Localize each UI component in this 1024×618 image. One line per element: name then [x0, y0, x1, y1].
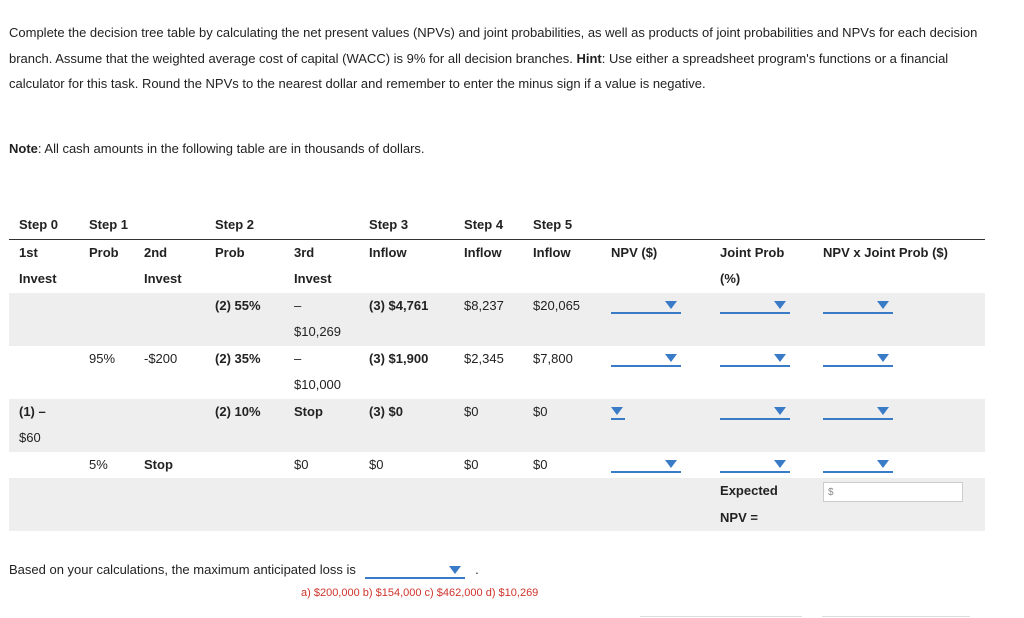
table-row: [9, 319, 985, 346]
answer-options: a) $200,000 b) $154,000 c) $462,000 d) $10,269: [301, 587, 539, 599]
instructions-part1: Complete the decision tree table by calculating the net present values (NPVs) and joint probabilities, as well as products of joint probabilities and NPVs for each decision branch. Assume that the weighted average cost of capital (WACC) is 9% for all decision branches.: [9, 25, 978, 66]
row1-prob2: (2) 55%: [205, 293, 284, 320]
chevron-down-icon: [774, 301, 786, 309]
header-pct: (%): [720, 271, 741, 286]
instructions-part2: : Use either a spreadsheet program's functions or a financial calculator for this task. Round the NPVs to the nearest dollar and remember to enter the minus sign if a value is negative.: [9, 50, 949, 92]
row2-prob2: (2) 35%: [215, 350, 261, 366]
header-step2: Step 2: [215, 217, 255, 232]
header-prob2: Prob: [215, 244, 245, 260]
table-row: [9, 425, 985, 452]
header-joint-prob: Joint Prob: [720, 244, 785, 260]
row1-inflow5: $20,065: [523, 293, 601, 320]
row2-inflow3: (3) $1,900: [369, 350, 429, 366]
row3-npv-dropdown[interactable]: [611, 406, 625, 420]
note-label: Note: [9, 141, 38, 156]
header-2nd: 2nd: [144, 244, 168, 260]
table-row: [9, 452, 985, 479]
header-inflow3: Inflow: [369, 244, 407, 260]
chevron-down-icon: [774, 407, 786, 415]
chevron-down-icon: [774, 460, 786, 468]
expected-npv-row-2: [9, 505, 985, 532]
header-inflow5: Inflow: [533, 244, 571, 260]
row3-joint-prob-dropdown[interactable]: [720, 406, 790, 420]
conclusion-end: .: [475, 562, 479, 577]
header-step3: Step 3: [369, 217, 409, 232]
header-npv-x-joint: NPV x Joint Prob ($): [823, 244, 948, 260]
row1-inflow3: (3) $4,761: [359, 293, 454, 320]
table-row: [9, 346, 985, 373]
row3-invest1-line2: $60: [9, 425, 79, 452]
decision-tree-table: [9, 212, 985, 531]
expected-label-line1: Expected: [710, 478, 813, 505]
row3-invest1-line1: (1) –: [9, 399, 79, 426]
row2-third-dash: –: [294, 350, 302, 366]
header-step5: Step 5: [533, 217, 573, 232]
note-text: : All cash amounts in the following table are in thousands of dollars.: [37, 141, 425, 156]
expected-label-line2: NPV =: [710, 505, 813, 532]
chevron-down-icon: [877, 354, 889, 362]
header-inflow4: Inflow: [464, 244, 502, 260]
row4-inflow3: $0: [369, 456, 384, 472]
instructions-paragraph: [9, 20, 999, 97]
divider: [640, 616, 802, 617]
row2-inflow5: $7,800: [533, 350, 573, 366]
header-invest3: Invest: [294, 271, 332, 286]
row1-joint-prob-dropdown[interactable]: [720, 300, 790, 314]
chevron-down-icon: [449, 566, 461, 574]
currency-symbol: $: [828, 486, 834, 498]
chevron-down-icon: [877, 301, 889, 309]
chevron-down-icon: [665, 460, 677, 468]
chevron-down-icon: [611, 407, 623, 415]
conclusion-sentence: [9, 562, 479, 579]
row4-joint-prob-dropdown[interactable]: [720, 459, 790, 473]
row4-inflow4: $0: [464, 456, 479, 472]
row4-prob1: 5%: [89, 456, 108, 472]
row4-third: $0: [294, 456, 309, 472]
row3-prob2: (2) 10%: [205, 399, 284, 426]
row1-npv-dropdown[interactable]: [611, 300, 681, 314]
row3-inflow3: (3) $0: [359, 399, 454, 426]
table-row: [9, 293, 985, 320]
row3-third: Stop: [284, 399, 359, 426]
row4-inflow5: $0: [533, 456, 548, 472]
header-1st: 1st: [19, 244, 38, 260]
chevron-down-icon: [877, 407, 889, 415]
row1-npv-x-joint-dropdown[interactable]: [823, 300, 893, 314]
chevron-down-icon: [665, 354, 677, 362]
header-row-labels: [9, 239, 985, 266]
expected-npv-input[interactable]: [823, 482, 963, 502]
max-loss-dropdown[interactable]: [365, 565, 465, 579]
row3-inflow5: $0: [523, 399, 601, 426]
header-step1: Step 1: [89, 217, 129, 232]
row2-inflow4: $2,345: [464, 350, 504, 366]
row1-inflow4: $8,237: [454, 293, 523, 320]
chevron-down-icon: [774, 354, 786, 362]
row2-joint-prob-dropdown[interactable]: [720, 353, 790, 367]
table-row: [9, 399, 985, 426]
row2-npv-x-joint-dropdown[interactable]: [823, 353, 893, 367]
header-row-steps: [9, 212, 985, 239]
row2-npv-dropdown[interactable]: [611, 353, 681, 367]
row2-third-amount: $10,000: [294, 377, 342, 392]
row4-invest2: Stop: [144, 456, 173, 472]
conclusion-text: Based on your calculations, the maximum anticipated loss is: [9, 562, 356, 577]
header-prob1: Prob: [89, 244, 119, 260]
chevron-down-icon: [877, 460, 889, 468]
header-3rd: 3rd: [294, 244, 315, 260]
divider: [822, 616, 970, 617]
header-step4: Step 4: [464, 217, 504, 232]
header-step0: Step 0: [19, 217, 59, 232]
header-invest2: Invest: [144, 271, 182, 286]
row1-third-amount: $10,269: [284, 319, 359, 346]
expected-npv-row: [9, 478, 985, 505]
row3-npv-x-joint-dropdown[interactable]: [823, 406, 893, 420]
header-row-sub: [9, 266, 985, 293]
header-invest1: Invest: [19, 271, 57, 286]
note-paragraph: [9, 136, 999, 162]
row3-inflow4: $0: [454, 399, 523, 426]
row4-npv-x-joint-dropdown[interactable]: [823, 459, 893, 473]
table-row: [9, 372, 985, 399]
chevron-down-icon: [665, 301, 677, 309]
header-npv: NPV ($): [611, 244, 658, 260]
row4-npv-dropdown[interactable]: [611, 459, 681, 473]
hint-label: Hint: [576, 50, 602, 66]
row2-invest2: -$200: [144, 350, 178, 366]
row2-prob1: 95%: [89, 350, 116, 366]
row1-third-dash: –: [284, 293, 359, 320]
